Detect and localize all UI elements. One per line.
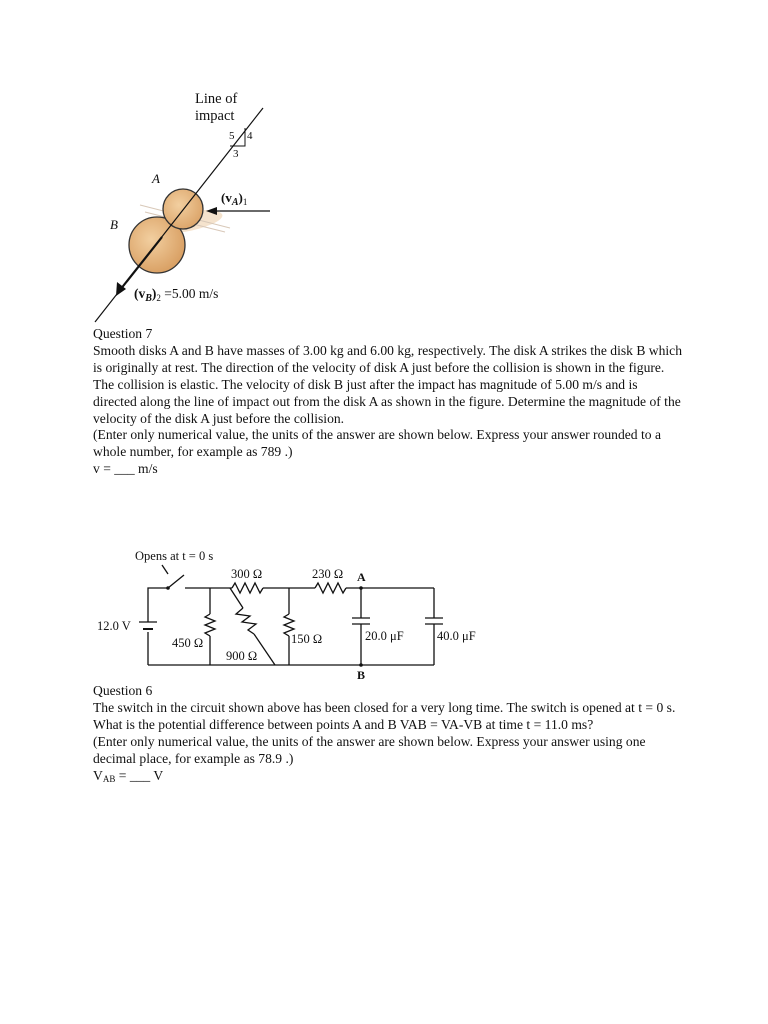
vb-label: $(v_B)_2 =5.00$ m/s [134, 286, 219, 304]
answer-blank[interactable]: ___ [114, 461, 135, 477]
disk-b-label: B [110, 217, 118, 232]
question-7-instruction: (Enter only numerical value, the units of the answer are shown below. Express your answer rounded to a whole number, for example as 789 .) [93, 427, 661, 460]
question-6 [93, 683, 683, 787]
r450-label: 450 Ω [172, 636, 204, 650]
question-6-instruction: (Enter only numerical value, the units of the answer are shown below. Express your answer using one decimal place, for example as 78.9 .) [93, 733, 646, 766]
switch-label: Opens at t = 0 s [135, 549, 214, 563]
answer-prefix: v = [93, 461, 115, 477]
switch-pointer [162, 565, 168, 574]
r150-label: 150 Ω [291, 632, 323, 646]
c40-label: 40.0 μF [437, 629, 476, 643]
node-a-dot [359, 586, 363, 590]
question-6-body: The switch in the circuit shown above has been closed for a very long time. The switch is opened at t = 0 s. What is the potential difference between points A and B VAB = VA-VB at time t = 11.0 ms? [93, 699, 676, 732]
answer-unit: V [150, 767, 164, 783]
node-b-dot [359, 663, 363, 667]
wire [148, 588, 168, 622]
node-a-label: A [357, 570, 366, 584]
answer-unit: m/s [134, 461, 158, 477]
slope-hyp-label: 5 [229, 130, 235, 142]
node-b-label: B [357, 668, 366, 682]
question-6-answer [93, 768, 683, 788]
question-7-answer [93, 461, 683, 478]
r300-label: 300 Ω [231, 567, 263, 581]
va-label: $(v_A)_1$ [221, 190, 248, 208]
resistor-300 [232, 583, 263, 593]
question-7-body: Smooth disks A and B have masses of 3.00 kg and 6.00 kg, respectively. The disk A strikes the disk B which is originally at rest. The direction of the velocity of disk A just before the collision is shown in the figure. The collision is elastic. The velocity of disk B just after the impact has magnitude of 5.00 m/s and is directed along the line of impact out from the disk A as shown in the figure. Determine the magnitude of the velocity of the disk A just before the collision. [93, 342, 683, 426]
battery-label: 12.0 V [97, 619, 131, 633]
question-6-heading: Question 6 [93, 683, 153, 698]
c20-label: 20.0 μF [365, 629, 404, 643]
slope-rise-label: 4 [247, 130, 253, 142]
switch[interactable] [168, 575, 184, 588]
slope-run-label: 3 [233, 148, 239, 160]
question-7-heading: Question 7 [93, 326, 153, 341]
r230-label: 230 Ω [312, 567, 344, 581]
r900-label: 900 Ω [226, 649, 258, 663]
line-of-impact-label: Line of [195, 91, 238, 107]
circuit-figure [0, 540, 768, 680]
answer-v: V [93, 767, 103, 783]
disk-a-label: A [152, 171, 160, 186]
resistor-450 [205, 614, 215, 636]
resistor-230 [315, 583, 346, 593]
answer-eq: = [115, 767, 130, 783]
resistor-900 [236, 608, 256, 634]
answer-blank[interactable]: ___ [129, 767, 151, 783]
collision-figure [0, 0, 768, 330]
switch-contact [166, 586, 170, 590]
line-of-impact-label: impact [195, 108, 235, 124]
question-7 [93, 326, 683, 478]
answer-sub: AB [102, 773, 116, 784]
